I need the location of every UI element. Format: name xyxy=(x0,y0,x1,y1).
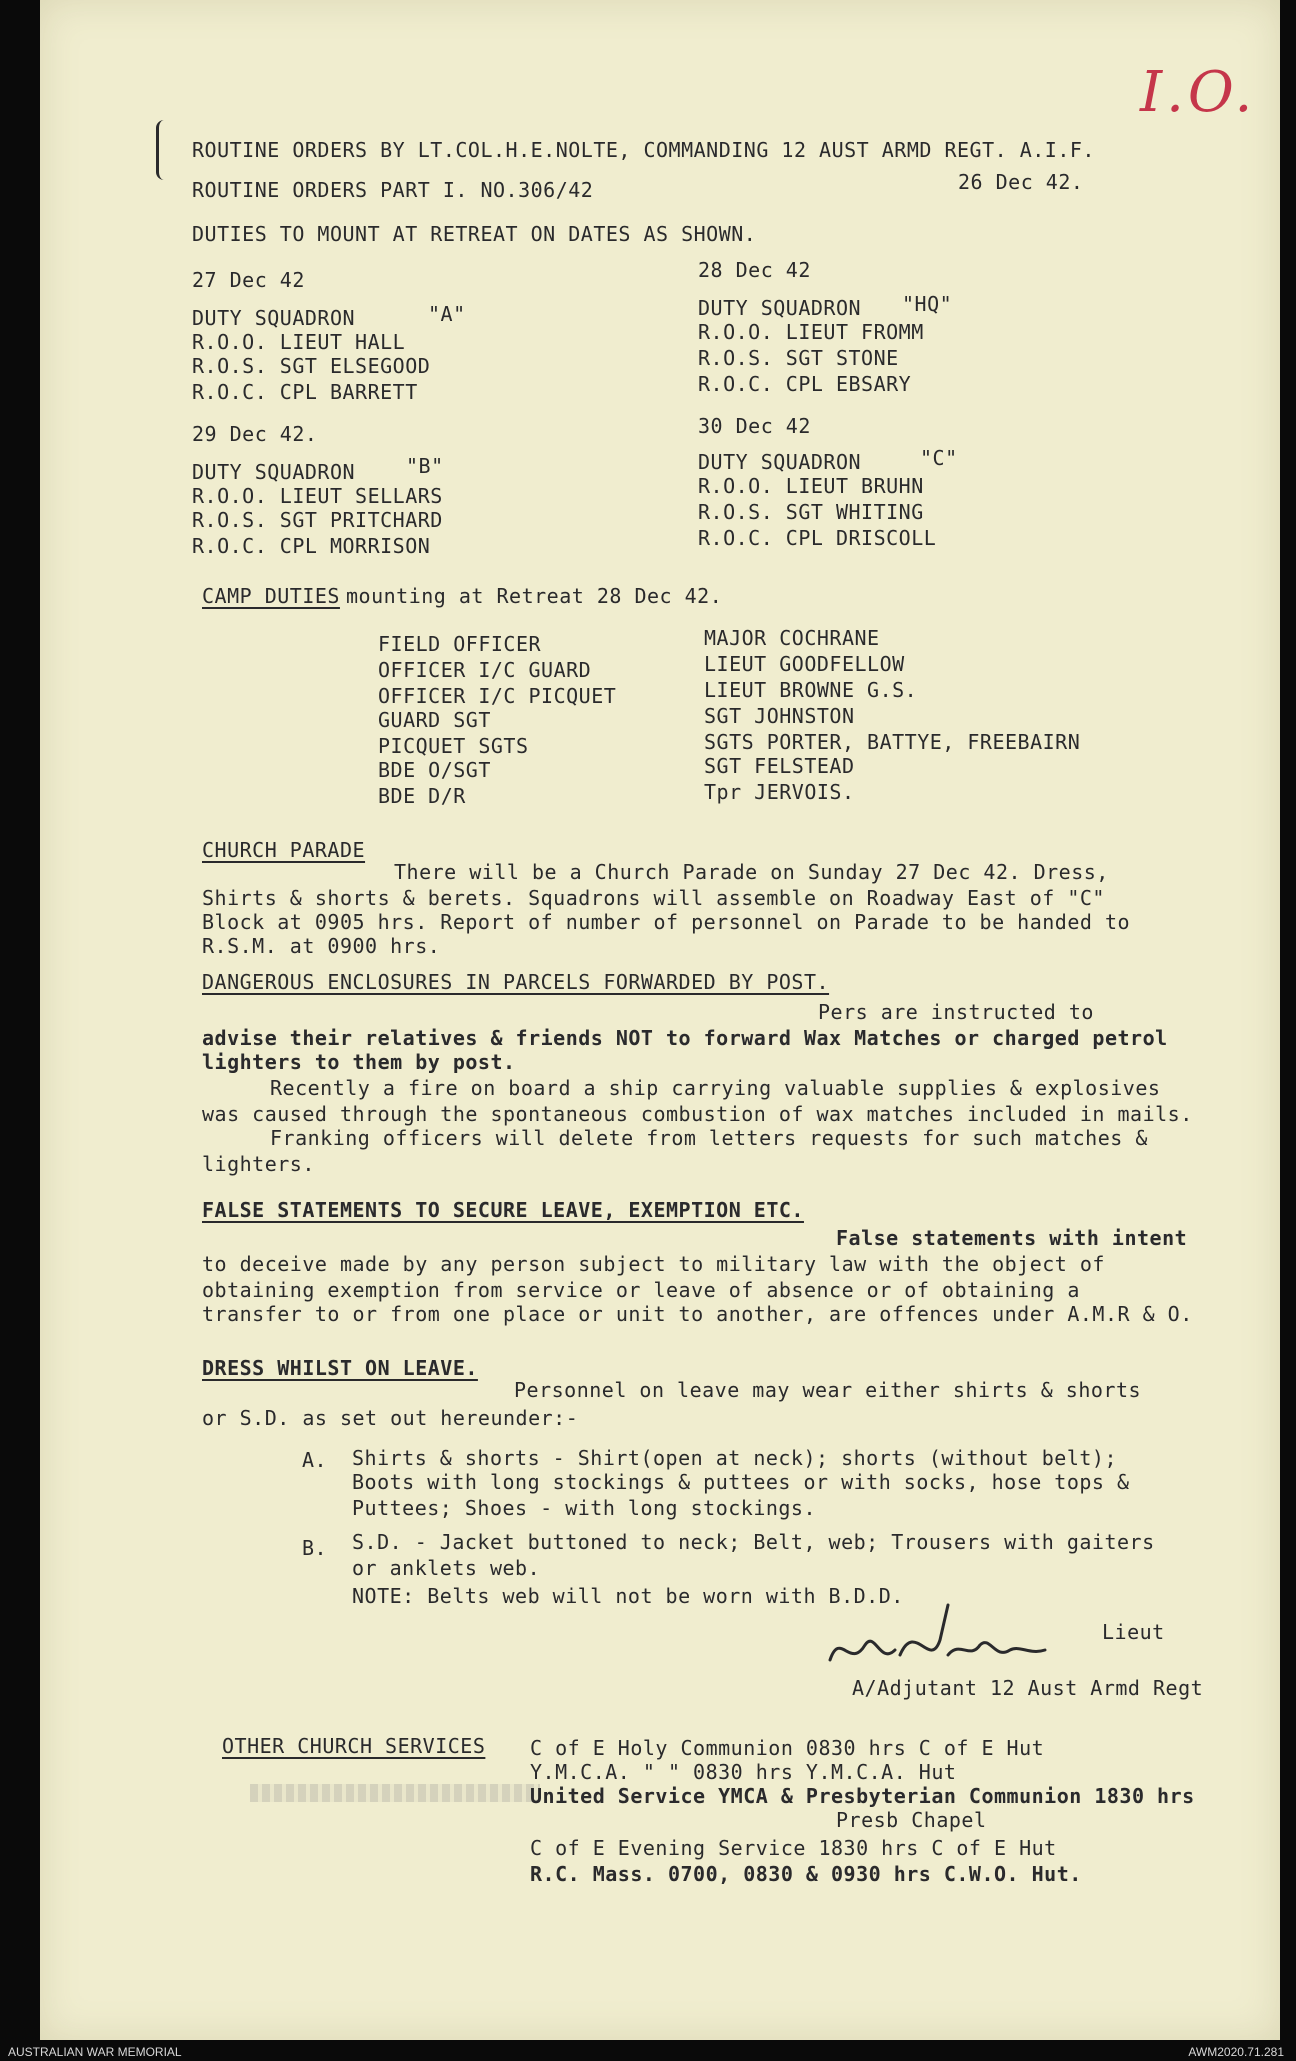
false-statements-heading: FALSE STATEMENTS TO SECURE LEAVE, EXEMPTION ETC. xyxy=(202,1198,804,1222)
church-parade-line: R.S.M. at 0900 hrs. xyxy=(202,934,441,958)
other-church-line: Presb Chapel xyxy=(836,1808,987,1832)
dress-note: NOTE: Belts web will not be worn with B.D.D. xyxy=(352,1584,904,1608)
duty-ros: R.O.S. SGT ELSEGOOD xyxy=(192,354,431,378)
pencil-annotation: I.O. xyxy=(1140,60,1257,125)
duty-roo: R.O.O. LIEUT FROMM xyxy=(698,320,924,344)
duty-squadron-label: DUTY SQUADRON xyxy=(192,306,356,330)
duty-squadron: "HQ" xyxy=(902,292,953,316)
duty-date: 29 Dec 42. xyxy=(192,422,318,446)
camp-duty-name: SGT FELSTEAD xyxy=(704,754,855,778)
church-parade-heading: CHURCH PARADE xyxy=(202,838,366,862)
camp-duty-role: PICQUET SGTS xyxy=(378,734,529,758)
duty-ros: R.O.S. SGT STONE xyxy=(698,346,899,370)
handwritten-signature xyxy=(820,1600,1120,1680)
duty-roc: R.O.C. CPL EBSARY xyxy=(698,372,912,396)
camp-duty-role: GUARD SGT xyxy=(378,708,491,732)
church-parade-line: There will be a Church Parade on Sunday 27 Dec 42. Dress, xyxy=(394,860,1109,884)
dress-item-a-line: Puttees; Shoes - with long stockings. xyxy=(352,1496,817,1520)
signature-title: A/Adjutant 12 Aust Armd Regt xyxy=(852,1676,1204,1700)
dress-intro: Personnel on leave may wear either shirts & shorts xyxy=(514,1378,1142,1402)
false-statements-line: False statements with intent xyxy=(836,1226,1188,1250)
other-church-heading: OTHER CHURCH SERVICES xyxy=(222,1734,486,1758)
archive-footer xyxy=(0,2043,1296,2061)
dangerous-line: Franking officers will delete from letters requests for such matches & xyxy=(270,1126,1148,1150)
other-church-line: United Service YMCA & Presbyterian Communion 1830 hrs xyxy=(530,1784,1195,1808)
header-date: 26 Dec 42. xyxy=(958,170,1084,194)
duty-date: 30 Dec 42 xyxy=(698,414,811,438)
header-title: ROUTINE ORDERS BY LT.COL.H.E.NOLTE, COMMANDING 12 AUST ARMD REGT. A.I.F. xyxy=(192,138,1095,162)
other-church-line: C of E Evening Service 1830 hrs C of E Hut xyxy=(530,1836,1057,1860)
false-statements-line: obtaining exemption from service or leave of absence or of obtaining a xyxy=(202,1278,1080,1302)
duty-roo: R.O.O. LIEUT SELLARS xyxy=(192,484,443,508)
duty-ros: R.O.S. SGT PRITCHARD xyxy=(192,508,443,532)
camp-duty-name: SGT JOHNSTON xyxy=(704,704,855,728)
header-order-number: ROUTINE ORDERS PART I. NO.306/42 xyxy=(192,178,594,202)
duty-roc: R.O.C. CPL DRISCOLL xyxy=(698,526,937,550)
other-church-line: R.C. Mass. 0700, 0830 & 0930 hrs C.W.O. Hut. xyxy=(530,1862,1082,1886)
camp-duty-role: FIELD OFFICER xyxy=(378,632,542,656)
camp-duty-role: OFFICER I/C GUARD xyxy=(378,658,592,682)
duties-heading: DUTIES TO MOUNT AT RETREAT ON DATES AS SHOWN. xyxy=(192,222,757,246)
dangerous-line: was caused through the spontaneous combustion of wax matches included in mails. xyxy=(202,1102,1193,1126)
duty-squadron-label: DUTY SQUADRON xyxy=(698,296,862,320)
duty-date: 28 Dec 42 xyxy=(698,258,811,282)
camp-duty-role: OFFICER I/C PICQUET xyxy=(378,684,617,708)
duty-date: 27 Dec 42 xyxy=(192,268,305,292)
duty-squadron: "C" xyxy=(920,446,958,470)
camp-duty-role: BDE O/SGT xyxy=(378,758,491,782)
dress-intro: or S.D. as set out hereunder:- xyxy=(202,1406,579,1430)
duty-squadron: "B" xyxy=(406,454,444,478)
camp-duty-name: LIEUT BROWNE G.S. xyxy=(704,678,918,702)
dangerous-enclosures-heading: DANGEROUS ENCLOSURES IN PARCELS FORWARDED BY POST. xyxy=(202,970,830,994)
document-page xyxy=(40,0,1280,2040)
camp-duty-name: SGTS PORTER, BATTYE, FREEBAIRN xyxy=(704,730,1081,754)
dress-item-b-line: or anklets web. xyxy=(352,1556,541,1580)
duty-squadron: "A" xyxy=(428,302,466,326)
church-parade-line: Block at 0905 hrs. Report of number of personnel on Parade to be handed to xyxy=(202,910,1131,934)
dress-item-a-line: Boots with long stockings & puttees or with socks, hose tops & xyxy=(352,1470,1130,1494)
redacted-text xyxy=(250,1784,540,1802)
camp-duty-name: Tpr JERVOIS. xyxy=(704,780,855,804)
duty-roc: R.O.C. CPL MORRISON xyxy=(192,534,431,558)
duty-roo: R.O.O. LIEUT BRUHN xyxy=(698,474,924,498)
camp-duties-heading: CAMP DUTIES xyxy=(202,584,340,608)
dangerous-line: Pers are instructed to xyxy=(818,1000,1094,1024)
other-church-line: Y.M.C.A. " " 0830 hrs Y.M.C.A. Hut xyxy=(530,1760,957,1784)
binder-hole-mark xyxy=(156,120,172,180)
church-parade-line: Shirts & shorts & berets. Squadrons will assemble on Roadway East of "C" xyxy=(202,886,1105,910)
dress-item-a-label: A. xyxy=(302,1448,328,1472)
other-church-line: C of E Holy Communion 0830 hrs C of E Hut xyxy=(530,1736,1045,1760)
footer-accession-number: AWM2020.71.281 xyxy=(1188,2045,1284,2059)
camp-duty-name: LIEUT GOODFELLOW xyxy=(704,652,905,676)
dangerous-line: lighters. xyxy=(202,1152,315,1176)
camp-duty-role: BDE D/R xyxy=(378,784,466,808)
dress-heading: DRESS WHILST ON LEAVE. xyxy=(202,1356,478,1380)
dangerous-line: lighters to them by post. xyxy=(202,1050,516,1074)
signature-rank: Lieut xyxy=(1102,1620,1165,1644)
dress-item-a-line: Shirts & shorts - Shirt(open at neck); shorts (without belt); xyxy=(352,1446,1118,1470)
dress-item-b-label: B. xyxy=(302,1536,328,1560)
duty-squadron-label: DUTY SQUADRON xyxy=(192,460,356,484)
false-statements-line: transfer to or from one place or unit to another, are offences under A.M.R & O. xyxy=(202,1302,1193,1326)
duty-squadron-label: DUTY SQUADRON xyxy=(698,450,862,474)
dangerous-line: Recently a fire on board a ship carrying valuable supplies & explosives xyxy=(270,1076,1161,1100)
false-statements-line: to deceive made by any person subject to military law with the object of xyxy=(202,1252,1105,1276)
duty-roc: R.O.C. CPL BARRETT xyxy=(192,380,418,404)
footer-institution: AUSTRALIAN WAR MEMORIAL xyxy=(8,2045,182,2059)
duty-roo: R.O.O. LIEUT HALL xyxy=(192,330,406,354)
duty-ros: R.O.S. SGT WHITING xyxy=(698,500,924,524)
dangerous-line: advise their relatives & friends NOT to forward Wax Matches or charged petrol xyxy=(202,1026,1168,1050)
camp-duties-subheading: mounting at Retreat 28 Dec 42. xyxy=(346,584,723,608)
dress-item-b-line: S.D. - Jacket buttoned to neck; Belt, web; Trousers with gaiters xyxy=(352,1530,1155,1554)
camp-duty-name: MAJOR COCHRANE xyxy=(704,626,880,650)
